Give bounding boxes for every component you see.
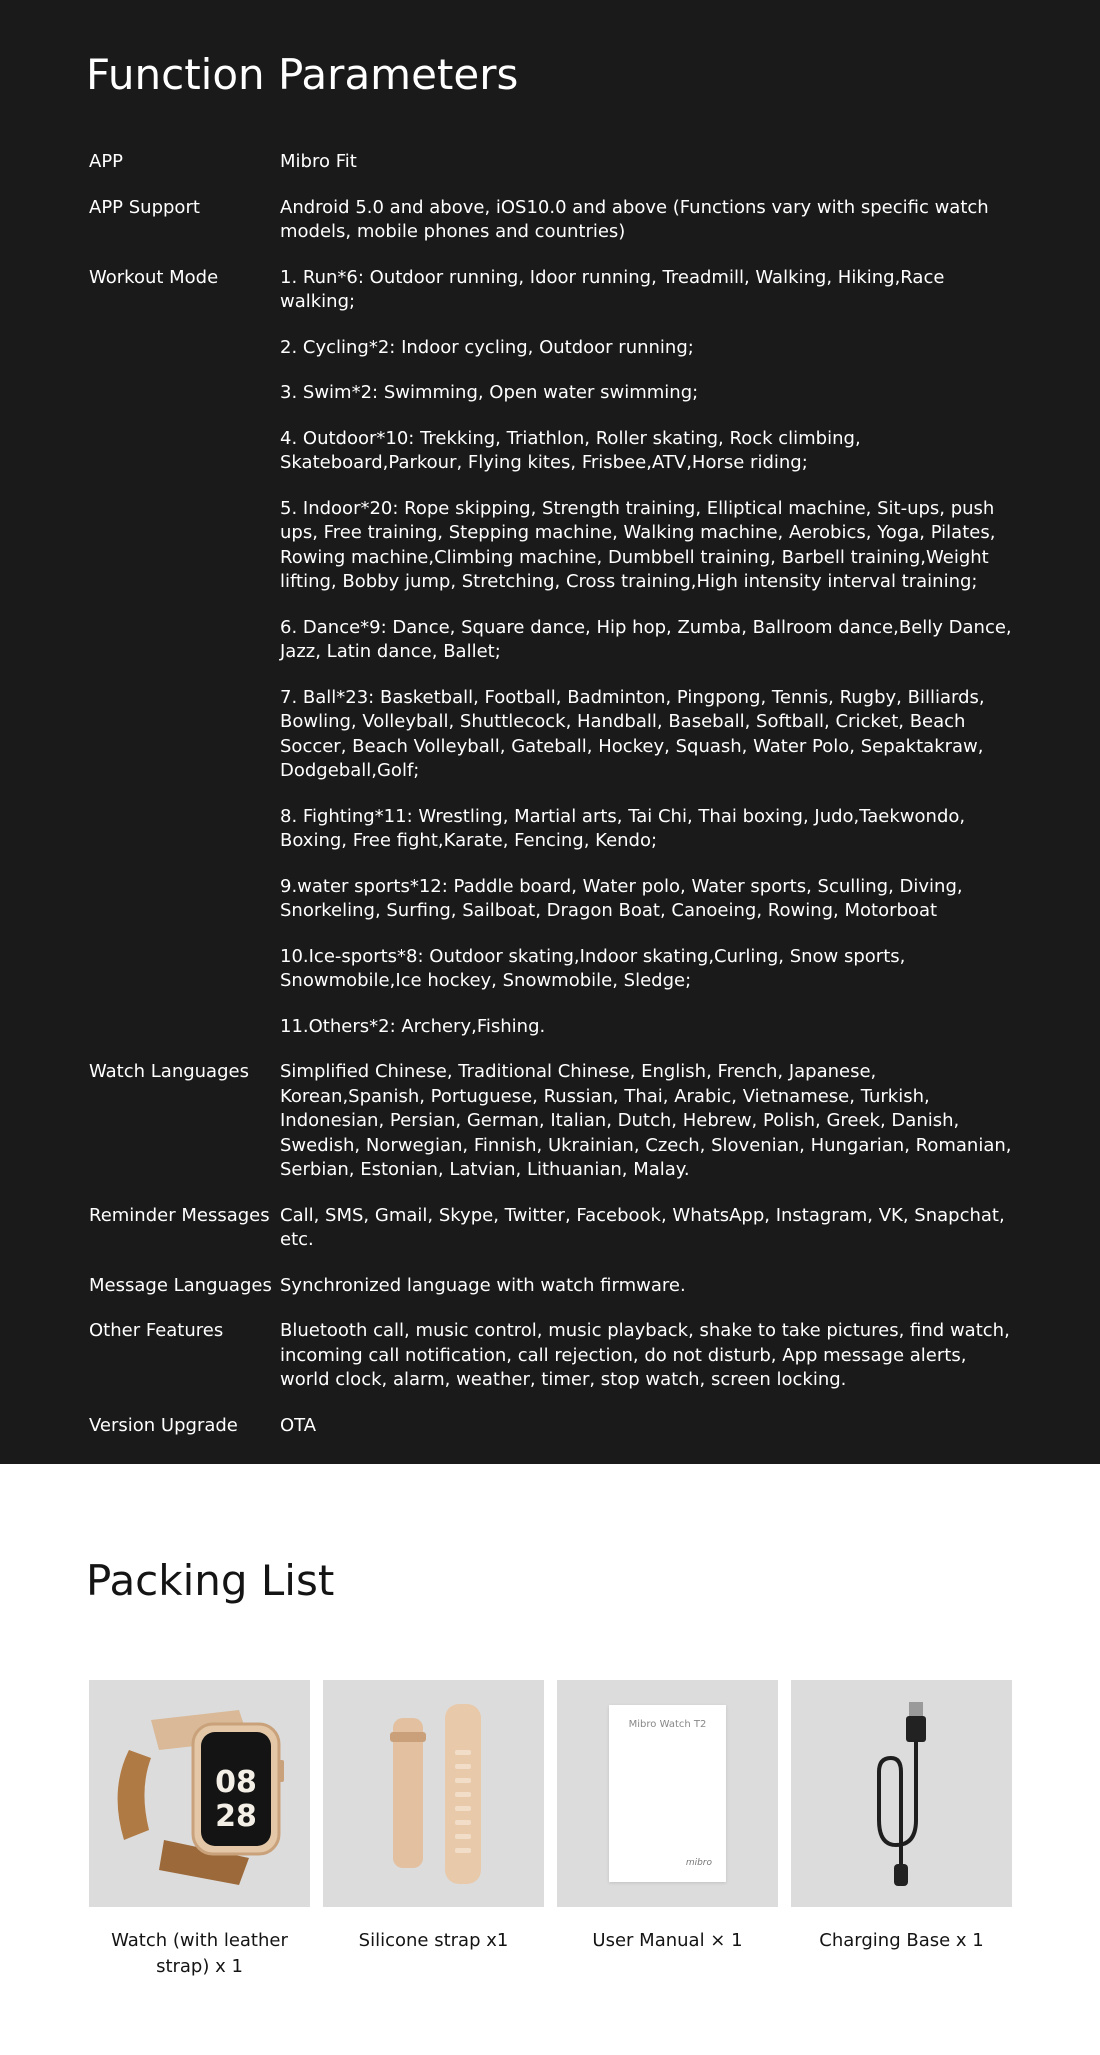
workout-item: 3. Swim*2: Swimming, Open water swimming; [280, 382, 699, 403]
packing-caption: User Manual × 1 [592, 1930, 743, 1951]
param-value [280, 196, 1014, 245]
watch-image [89, 1680, 310, 1907]
packing-caption: Watch (with leather strap) x 1 [111, 1930, 288, 1977]
workout-item: 1. Run*6: Outdoor running, Idoor running, Treadmill, Walking, Hiking,Race walking; [280, 266, 945, 312]
param-value [280, 1319, 1014, 1393]
param-row [89, 1060, 1014, 1183]
param-value [280, 266, 1014, 1040]
workout-item: 11.Others*2: Archery,Fishing. [280, 1015, 546, 1037]
charger-image [791, 1680, 1012, 1907]
manual-image [557, 1680, 778, 1907]
watch-hour: 08 [215, 1765, 257, 1800]
packing-item-watch [89, 1680, 310, 1980]
param-item: Simplified Chinese, Traditional Chinese, English, French, Japanese, Korean,Spanish, Portuguese, Russian, Thai, Arabic, Vietnamese, Turkish, Indonesian, Persian, German, Italian, Dutch, Hebrew, Polish, Greek, Danish, Swedish, Norwegian, Finnish, Ukrainian, Czech, Slovenian, Hungarian, Romanian, Serbian, Estonian, Latvian, Lithuanian, Malay. [280, 1061, 1012, 1180]
packing-caption: Charging Base x 1 [819, 1930, 984, 1951]
param-value [280, 150, 1014, 175]
param-label: Workout Mode [89, 266, 219, 288]
manual-booklet [609, 1705, 726, 1882]
param-label: APP Support [89, 196, 200, 218]
param-label: Watch Languages [89, 1061, 249, 1082]
param-row [89, 1319, 1014, 1393]
param-value [280, 1060, 1014, 1183]
workout-item: 6. Dance*9: Dance, Square dance, Hip hop, Zumba, Ballroom dance,Belly Dance, Jazz, Latin dance, Ballet; [280, 616, 1012, 662]
packing-list [89, 1680, 1012, 1980]
workout-item: 9.water sports*12: Paddle board, Water polo, Water sports, Sculling, Diving, Snorkeling, Surfing, Sailboat, Dragon Boat, Canoeing, Rowing, Motorboat [280, 875, 963, 921]
param-item: Android 5.0 and above, iOS10.0 and above (Functions vary with specific watch models, mobile phones and countries) [280, 196, 989, 242]
packing-item-strap [323, 1680, 544, 1980]
param-label: Message Languages [89, 1274, 272, 1296]
manual-logo: mibro [685, 1858, 712, 1868]
param-item: Call, SMS, Gmail, Skype, Twitter, Facebook, WhatsApp, Instagram, VK, Snapchat, etc. [280, 1204, 1005, 1250]
manual-title: Mibro Watch T2 [628, 1719, 707, 1730]
workout-item: 7. Ball*23: Basketball, Football, Badminton, Pingpong, Tennis, Rugby, Billiards, Bowling, Volleyball, Shuttlecock, Handball, Baseball, Softball, Cricket, Beach Soccer, Beach Volleyball, Gateball, Hockey, Squash, Water Polo, Sepaktakraw, Dodgeball,Golf; [280, 686, 985, 781]
param-label: APP [89, 151, 124, 172]
packing-item-manual [557, 1680, 778, 1980]
packing-caption: Silicone strap x1 [358, 1930, 509, 1951]
workout-item: 2. Cycling*2: Indoor cycling, Outdoor running; [280, 336, 694, 358]
param-row [89, 1414, 1014, 1439]
param-row [89, 196, 1014, 245]
param-item: Bluetooth call, music control, music playback, shake to take pictures, find watch, incoming call notification, call rejection, do not disturb, App message alerts, world clock, alarm, weather, timer, stop watch, screen locking. [280, 1320, 1010, 1390]
param-item: Synchronized language with watch firmware. [280, 1274, 686, 1296]
param-row [89, 150, 1014, 175]
watch-minute: 28 [215, 1799, 257, 1834]
param-label: Reminder Messages [89, 1204, 270, 1226]
param-row [89, 1274, 1014, 1299]
workout-item: 5. Indoor*20: Rope skipping, Strength training, Elliptical machine, Sit-ups, push ups, Free training, Stepping machine, Walking machine, Aerobics, Yoga, Pilates, Rowing machine,Climbing machine, Dumbbell training, Barbell training,Weight lifting, Bobby jump, Stretching, Cross training,High intensity interval training; [280, 497, 996, 592]
param-label: Version Upgrade [89, 1414, 238, 1436]
param-value [280, 1204, 1014, 1253]
param-item: Mibro Fit [280, 151, 357, 172]
parameters-table [89, 150, 1014, 1459]
param-value [280, 1414, 1014, 1439]
param-row [89, 1204, 1014, 1253]
param-value [280, 1274, 1014, 1299]
param-row [89, 266, 1014, 1040]
packing-list-title: Packing List [86, 1556, 335, 1605]
strap-image [323, 1680, 544, 1907]
function-parameters-title: Function Parameters [86, 50, 519, 99]
param-item: OTA [280, 1414, 317, 1436]
workout-item: 10.Ice-sports*8: Outdoor skating,Indoor skating,Curling, Snow sports, Snowmobile,Ice hockey, Snowmobile, Sledge; [280, 945, 906, 991]
param-label: Other Features [89, 1320, 224, 1341]
workout-item: 8. Fighting*11: Wrestling, Martial arts, Tai Chi, Thai boxing, Judo,Taekwondo, Boxing, Free fight,Karate, Fencing, Kendo; [280, 805, 966, 851]
workout-item: 4. Outdoor*10: Trekking, Triathlon, Roller skating, Rock climbing, Skateboard,Parkour, Flying kites, Frisbee,ATV,Horse riding; [280, 427, 861, 473]
packing-item-charger [791, 1680, 1012, 1980]
